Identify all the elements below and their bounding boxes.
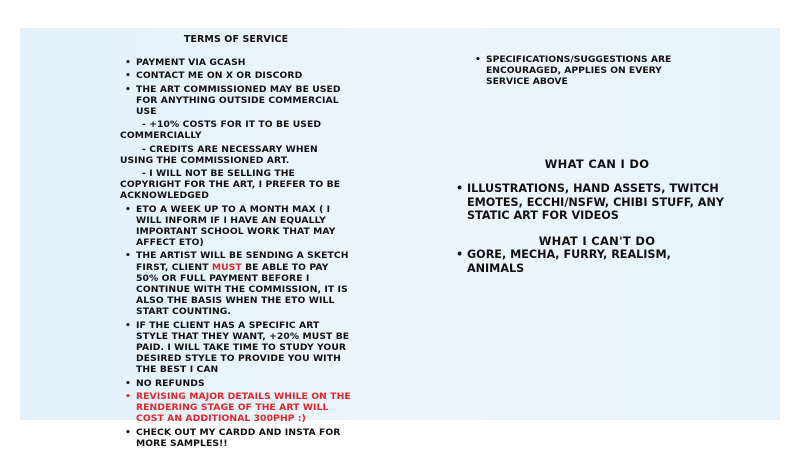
term-revisions: • REVISING MAJOR DETAILS WHILE ON THE RENDERING STAGE OF THE ART WILL COST AN ADDITIONAL 300PHP :) xyxy=(120,391,352,425)
term-contact: • CONTACT ME ON X OR DISCORD xyxy=(120,70,352,81)
terms-list-2 xyxy=(120,204,352,449)
must-emphasis: MUST xyxy=(211,261,242,273)
cant-do-item: • GORE, MECHA, FURRY, REALISM, ANIMALS xyxy=(454,248,724,275)
term-sketch: • THE ARTIST WILL BE SENDING A SKETCH FIRST, CLIENT MUST BE ABLE TO PAY 50% OR FULL PAYMENT BEFORE I CONTINUE WITH THE COMMISSION, IT IS ALSO THE BASIS WHEN THE ETO WILL START COUNTING. xyxy=(120,250,352,317)
note-copyright: - I WILL NOT BE SELLING THE COPYRIGHT FOR THE ART, I PREFER TO BE ACKNOWLEDGED xyxy=(120,168,341,202)
spec-list xyxy=(470,54,675,88)
tos-title: TERMS OF SERVICE xyxy=(183,34,289,45)
can-do-list xyxy=(454,182,724,225)
term-payment: • PAYMENT VIA GCASH xyxy=(120,57,352,68)
can-do-item: • ILLUSTRATIONS, HAND ASSETS, TWITCH EMOTES, ECCHI/NSFW, CHIBI STUFF, ANY STATIC ART FOR VIDEOS xyxy=(454,182,724,223)
cant-do-list xyxy=(454,248,724,277)
term-no-refunds: • NO REFUNDS xyxy=(120,378,352,389)
term-eto: • ETO A WEEK UP TO A MONTH MAX ( I WILL INFORM IF I HAVE AN EQUALLY IMPORTANT SCHOOL WORK THAT MAY AFFECT ETO) xyxy=(120,204,352,249)
note-commercial: - +10% COSTS FOR IT TO BE USED COMMERCIALLY xyxy=(120,119,322,142)
services-column xyxy=(452,54,752,275)
terms-column xyxy=(120,34,352,451)
note-credits: - CREDITS ARE NECESSARY WHEN USING THE COMMISSIONED ART. xyxy=(120,143,318,166)
term-specifications: • SPECIFICATIONS/SUGGESTIONS ARE ENCOURAGED, APPLIES ON EVERY SERVICE ABOVE xyxy=(470,54,675,88)
term-samples: • CHECK OUT MY CARDD AND INSTA FOR MORE SAMPLES!! xyxy=(120,427,352,449)
tos-card xyxy=(20,28,780,449)
can-do-heading: WHAT CAN I DO xyxy=(544,157,650,171)
cant-do-heading: WHAT I CAN'T DO xyxy=(538,234,656,248)
term-art-style: • IF THE CLIENT HAS A SPECIFIC ART STYLE THAT THEY WANT, +20% MUST BE PAID. I WILL TAKE TIME TO STUDY YOUR DESIRED STYLE TO PROVIDE YOU WITH THE BEST I CAN xyxy=(120,320,352,376)
terms-list xyxy=(120,57,352,117)
term-usage: • THE ART COMMISSIONED MAY BE USED FOR ANYTHING OUTSIDE COMMERCIAL USE xyxy=(120,84,352,118)
